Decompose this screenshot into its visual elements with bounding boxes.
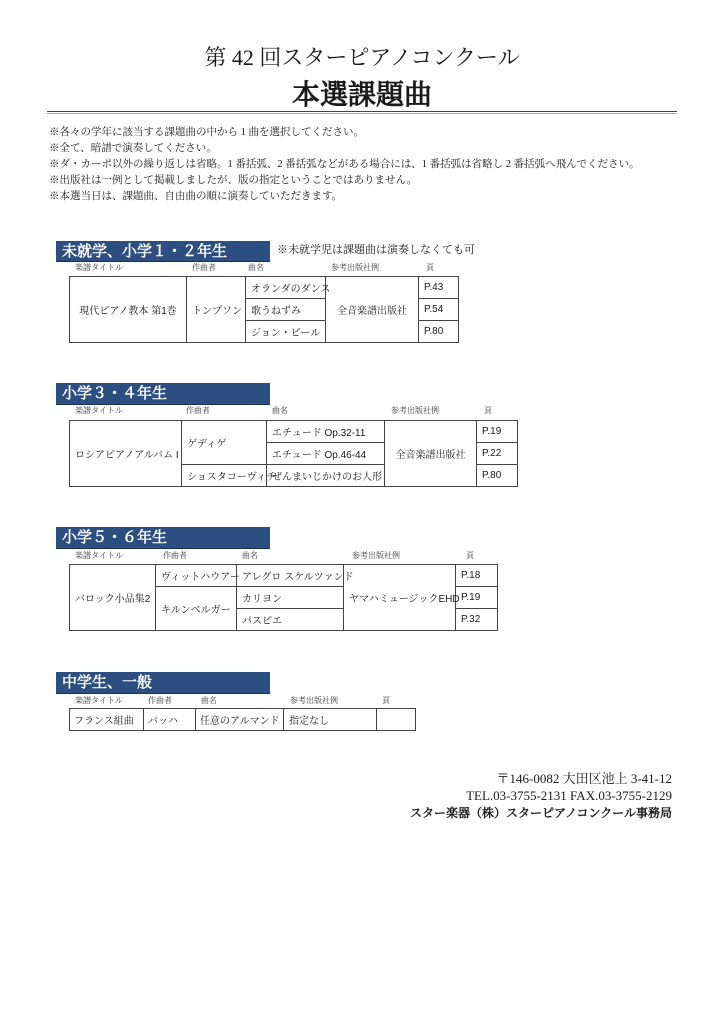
column-label-publisher: 参考出版社例 bbox=[391, 406, 439, 415]
section-heading: 小学５・６年生 bbox=[56, 527, 270, 549]
composer-cell: ヴィットハウアー bbox=[156, 565, 237, 587]
composer-cell: ショスタコーヴィチ bbox=[182, 465, 267, 487]
page-cell bbox=[377, 709, 416, 731]
piece-cell: エチュード Op.46-44 bbox=[267, 443, 385, 465]
page-cell: P.22 bbox=[477, 443, 518, 465]
repertoire-table bbox=[69, 420, 518, 487]
column-label-page: 頁 bbox=[466, 551, 474, 560]
page-cell: P.54 bbox=[419, 299, 459, 321]
piece-cell: ジョン・ピール bbox=[246, 321, 326, 343]
footer-address: 〒146-0082 大田区池上 3-41-12 bbox=[496, 771, 672, 786]
piece-cell: パスピエ bbox=[237, 609, 344, 631]
column-label-title: 楽譜タイトル bbox=[75, 263, 123, 272]
note-item: ※出版社は一例として掲載しましたが、版の指定ということではありません。 bbox=[49, 175, 418, 186]
column-label-publisher: 参考出版社例 bbox=[290, 696, 338, 705]
composer-cell: トンプソン bbox=[187, 277, 246, 343]
section-note: ※未就学児は課題曲は演奏しなくても可 bbox=[277, 244, 475, 256]
book-title-cell: ロシアピアノアルバム I bbox=[70, 421, 182, 487]
composer-cell: ゲディゲ bbox=[182, 421, 267, 465]
footer-contact: TEL.03-3755-2131 FAX.03-3755-2129 bbox=[466, 788, 672, 803]
page-title: 第 42 回スターピアノコンクール bbox=[204, 45, 520, 70]
note-item: ※ダ・カーポ以外の繰り返しは省略。1 番括弧、2 番括弧などがある場合には、1 番括弧は省略し 2 番括弧へ飛んでください。 bbox=[49, 159, 640, 170]
title-divider bbox=[47, 111, 677, 114]
footer-office: スター楽器（株）スターピアノコンクール事務局 bbox=[410, 806, 672, 820]
page-cell: P.18 bbox=[456, 565, 498, 587]
column-label-piece: 曲名 bbox=[201, 696, 217, 705]
composer-cell: バッハ bbox=[144, 709, 196, 731]
page-subtitle: 本選課題曲 bbox=[291, 79, 432, 110]
composer-cell: キルンベルガー bbox=[156, 587, 237, 631]
publisher-cell: ヤマハミュージックEHD bbox=[344, 565, 456, 631]
notes-list bbox=[49, 125, 640, 205]
column-label-page: 頁 bbox=[484, 406, 492, 415]
piece-cell: エチュード Op.32-11 bbox=[267, 421, 385, 443]
column-label-title: 楽譜タイトル bbox=[75, 696, 123, 705]
book-title-cell: バロック小品集2 bbox=[70, 565, 156, 631]
column-label-piece: 曲名 bbox=[248, 263, 264, 272]
repertoire-table bbox=[69, 564, 498, 631]
piece-cell: ぜんまいじかけのお人形 bbox=[267, 465, 385, 487]
repertoire-table bbox=[69, 276, 459, 343]
section-heading: 中学生、一般 bbox=[56, 672, 270, 694]
page-cell: P.80 bbox=[477, 465, 518, 487]
piece-cell: オランダのダンス bbox=[246, 277, 326, 299]
page-cell: P.19 bbox=[477, 421, 518, 443]
repertoire-table bbox=[69, 708, 416, 731]
column-label-title: 楽譜タイトル bbox=[75, 406, 123, 415]
section-heading: 未就学、小学１・２年生 bbox=[56, 241, 270, 262]
piece-cell: 任意のアルマンド bbox=[196, 709, 284, 731]
table-row bbox=[70, 709, 416, 731]
publisher-cell: 全音楽譜出版社 bbox=[326, 277, 419, 343]
table-row bbox=[70, 565, 498, 587]
page-cell: P.43 bbox=[419, 277, 459, 299]
column-label-piece: 曲名 bbox=[242, 551, 258, 560]
note-item: ※本選当日は、課題曲、自由曲の順に演奏していただきます。 bbox=[49, 191, 343, 202]
column-label-page: 頁 bbox=[426, 263, 434, 272]
column-label-page: 頁 bbox=[382, 696, 390, 705]
column-label-composer: 作曲者 bbox=[186, 406, 210, 415]
publisher-cell: 全音楽譜出版社 bbox=[385, 421, 477, 487]
book-title-cell: フランス組曲 bbox=[70, 709, 144, 731]
page-cell: P.32 bbox=[456, 609, 498, 631]
column-label-composer: 作曲者 bbox=[148, 696, 172, 705]
publisher-cell: 指定なし bbox=[284, 709, 377, 731]
column-label-piece: 曲名 bbox=[272, 406, 288, 415]
column-label-publisher: 参考出版社例 bbox=[331, 263, 379, 272]
column-label-composer: 作曲者 bbox=[163, 551, 187, 560]
piece-cell: カリヨン bbox=[237, 587, 344, 609]
page-cell: P.19 bbox=[456, 587, 498, 609]
note-item: ※全て、暗譜で演奏してください。 bbox=[49, 143, 217, 154]
page-cell: P.80 bbox=[419, 321, 459, 343]
section-heading: 小学３・４年生 bbox=[56, 383, 270, 405]
book-title-cell: 現代ピアノ教本 第1巻 bbox=[70, 277, 187, 343]
piece-cell: 歌うねずみ bbox=[246, 299, 326, 321]
column-label-publisher: 参考出版社例 bbox=[352, 551, 400, 560]
note-item: ※各々の学年に該当する課題曲の中から 1 曲を選択してください。 bbox=[49, 127, 364, 138]
table-row bbox=[70, 421, 518, 443]
column-label-title: 楽譜タイトル bbox=[75, 551, 123, 560]
table-row bbox=[70, 277, 459, 299]
piece-cell: アレグロ スケルツァンド bbox=[237, 565, 344, 587]
column-label-composer: 作曲者 bbox=[192, 263, 216, 272]
